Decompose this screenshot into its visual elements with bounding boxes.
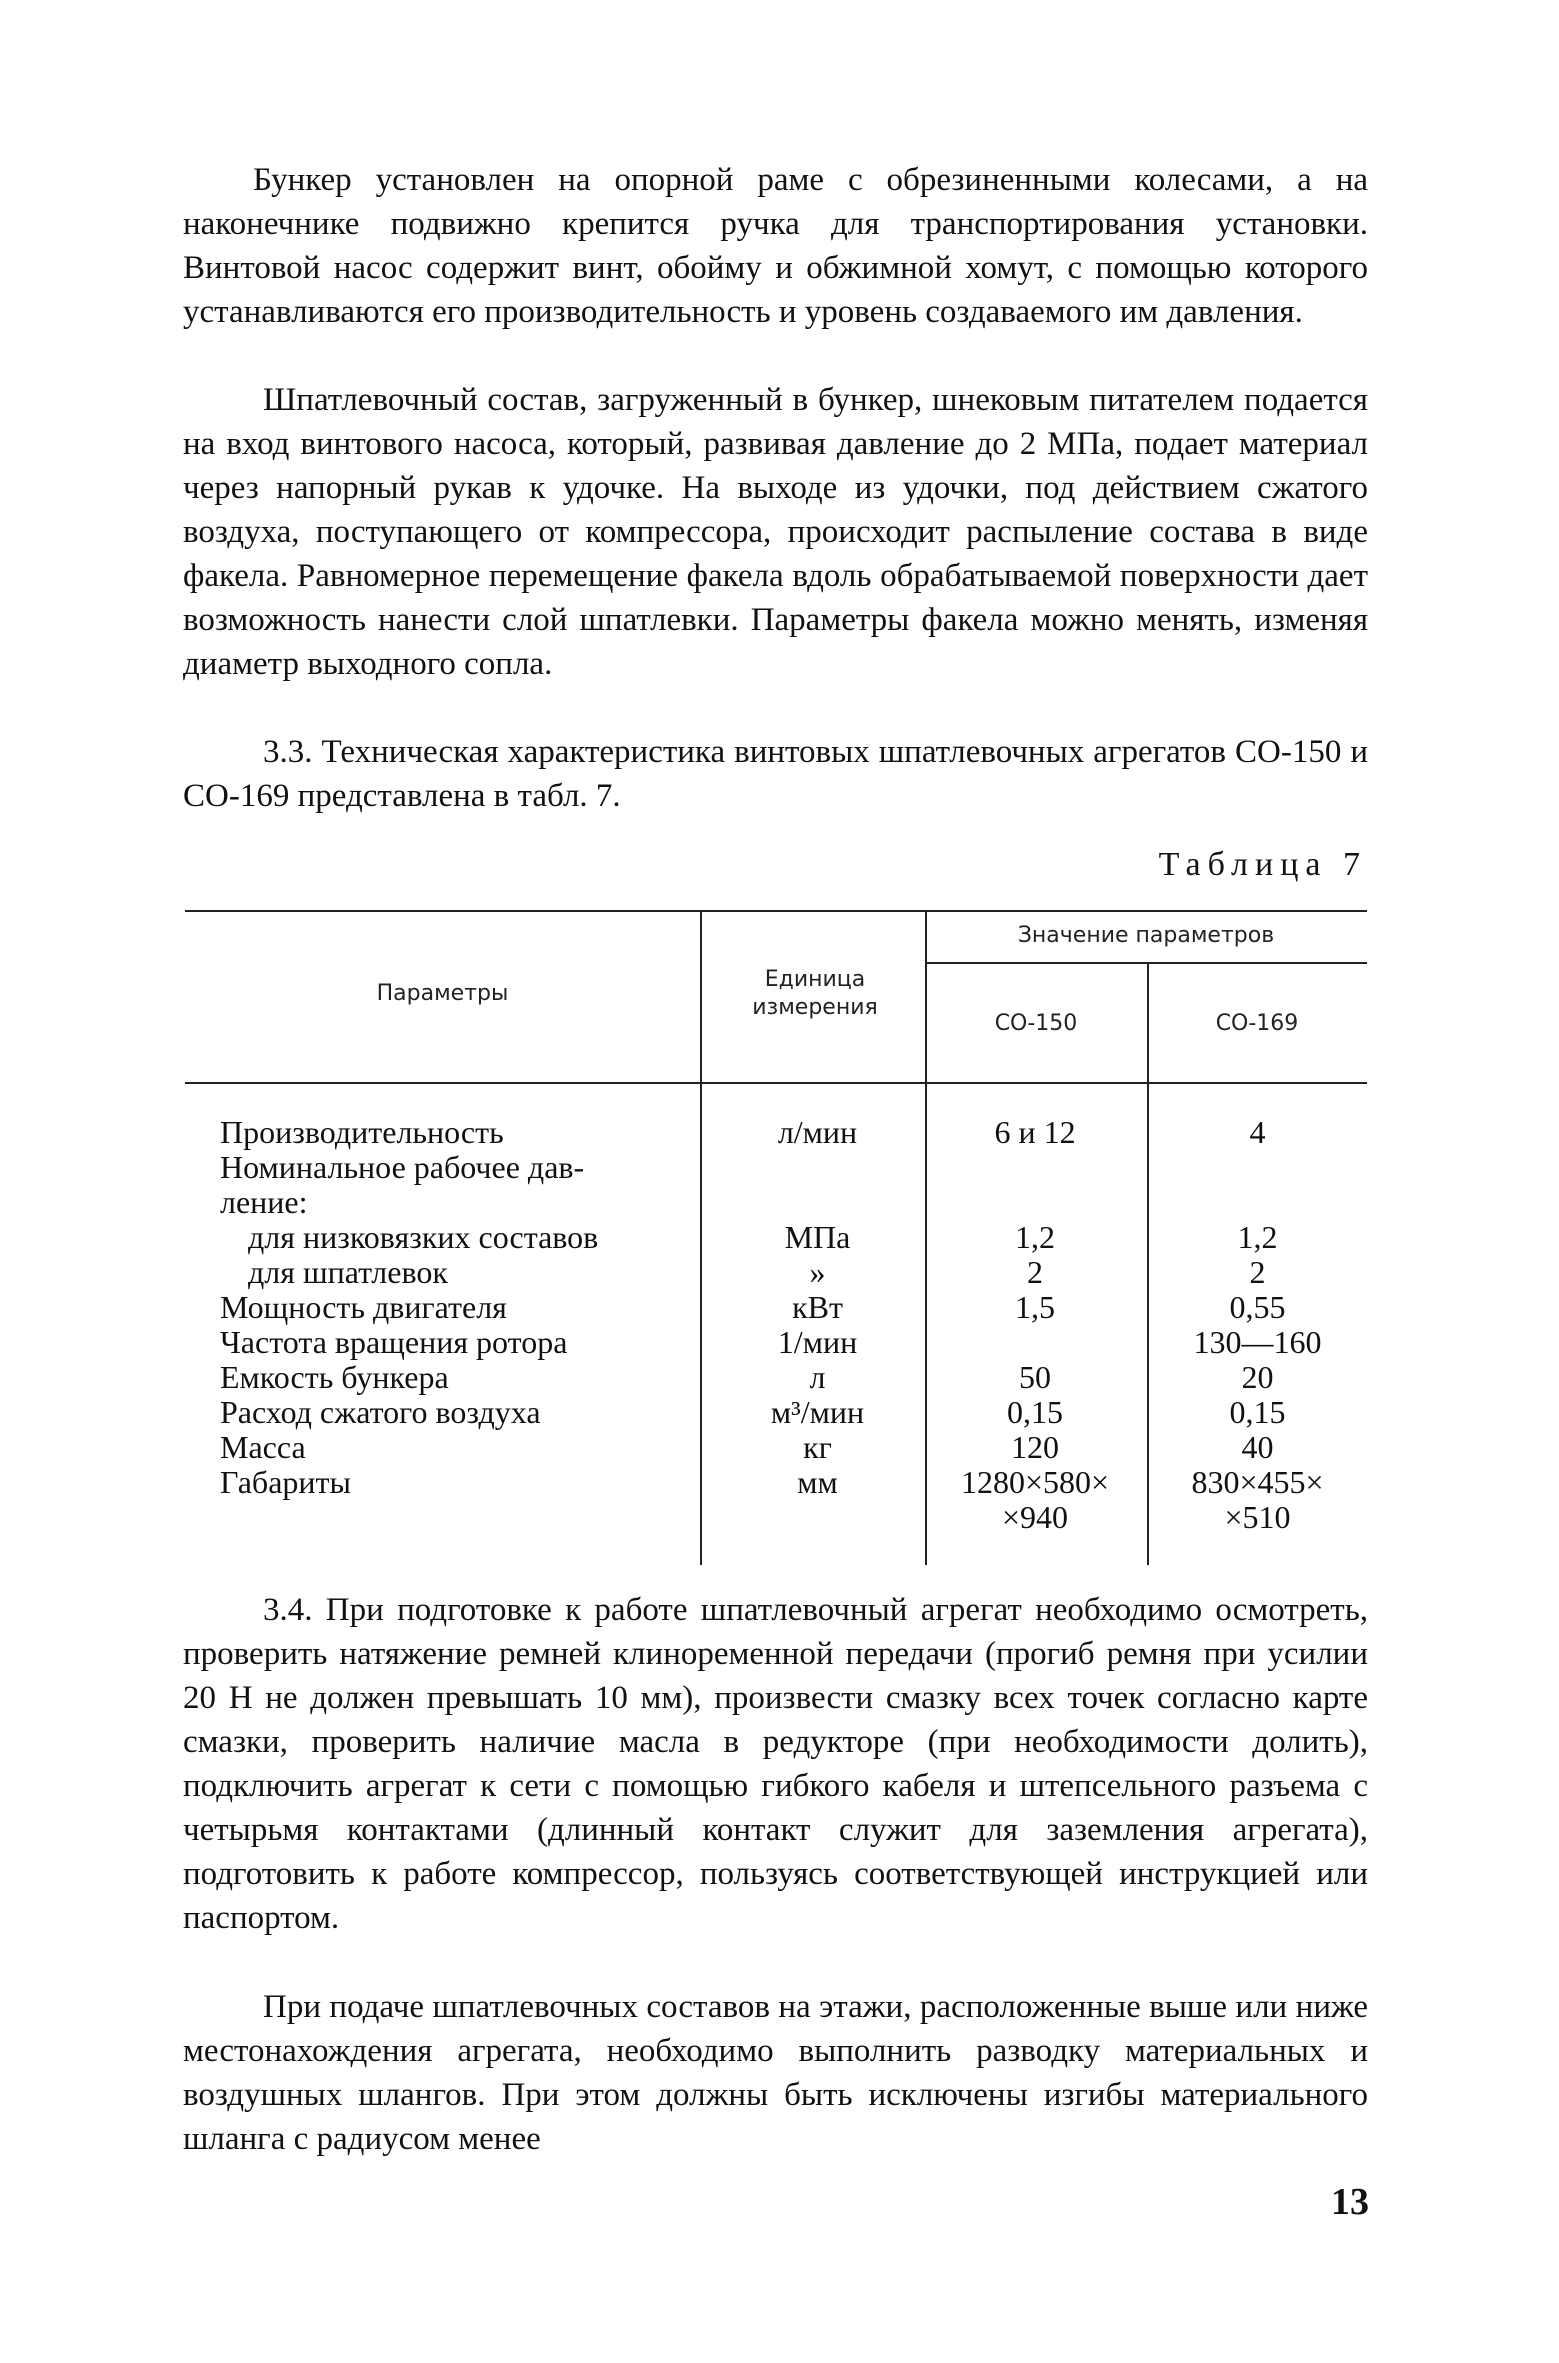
column-co-169 [1150, 1115, 1365, 1535]
table-cell-co-150 [925, 1325, 1145, 1360]
table-cell-co-169: 4 [1249, 1114, 1266, 1150]
table-cell-co-169 [1150, 1185, 1365, 1220]
table-cell-unit: 1/мин [777, 1324, 858, 1360]
table-row-param: Расход сжатого воздуха [220, 1394, 541, 1430]
table-cell-unit: кВт [792, 1289, 843, 1325]
column-units [705, 1115, 930, 1500]
table-cell-co-169 [1150, 1150, 1365, 1185]
table-cell-co-150 [925, 1185, 1145, 1220]
table-values-rule [925, 962, 1367, 964]
table-cell-co-169: 20 [1241, 1359, 1274, 1395]
table-row-param: для шпатлевок [248, 1254, 448, 1290]
spec-table [185, 910, 1367, 1570]
table-cell-co-150: 1,2 [1015, 1219, 1055, 1255]
table-cell-unit: л/мин [777, 1114, 858, 1150]
header-unit: Единица измерения [752, 967, 878, 1020]
paragraph-section-3-4: 3.4. При подготовке к работе шпатлевочный агрегат необходимо осмотреть, проверить натяжение ремней клиноременной передачи (прогиб ремня при усилии 20 Н не должен превышать 10 мм), произвести смазку всех точек согласно карте смазки, проверить наличие масла в редукторе (при необходимости долить), подключить агрегат к сети с помощью гибкого кабеля и штепсельного разъема с четырьмя контактами (длинный контакт служит для заземления агрегата), подготовить к работе компрессор, пользуясь соответствующей инструкцией или паспортом. [183, 1592, 1368, 1936]
table-cell-co-150: 120 [1011, 1429, 1059, 1465]
header-co-169: СО-169 [1215, 1011, 1299, 1036]
table-cell-co-150: 0,15 [1007, 1394, 1063, 1430]
table-cell-co-169: 0,15 [1229, 1394, 1286, 1430]
table-row-param: Габариты [220, 1464, 351, 1500]
table-cell-co-169: 830×455× [1191, 1464, 1324, 1500]
table-cell-co-150: 1280×580× [960, 1464, 1110, 1500]
table-cell-co-169: 130—160 [1193, 1324, 1322, 1360]
table-cell-unit: л [809, 1359, 826, 1395]
table-cell-co-150: 2 [1027, 1254, 1043, 1290]
table-row-param: ление: [220, 1184, 308, 1220]
table-header-rule [185, 1082, 1367, 1084]
table-row-param: Номинальное рабочее дав- [220, 1149, 585, 1185]
table-row-param: Частота вращения ротора [220, 1324, 568, 1360]
header-co-150: СО-150 [994, 1011, 1078, 1036]
header-param: Параметры [376, 981, 509, 1006]
paragraph-bunker: Бункер установлен на опорной раме с обрезиненными колесами, а на наконечнике подвижно крепится ручка для транспортирования установки. Винтовой насос содержит винт, обойму и обжимной хомут, с помощью которого устанавливаются его производительность и уровень создаваемого им давления. [183, 162, 1368, 330]
table-cell-co-150: 50 [1019, 1359, 1051, 1395]
column-params [220, 1115, 740, 1500]
paragraph-hoses: При подаче шпатлевочных составов на этажи, расположенные выше или ниже местонахождения агрегата, необходимо выполнить разводку материальных и воздушных шлангов. При этом должны быть исключены изгибы материального шланга с радиусом менее [183, 1989, 1368, 2157]
table-cell-co-169: 2 [1249, 1254, 1266, 1290]
table-row-param: Емкость бункера [220, 1359, 449, 1395]
paragraph-section-3-3: 3.3. Техническая характеристика винтовых шпатлевочных агрегатов СО-150 и СО-169 представлена в табл. 7. [183, 734, 1368, 814]
table-row-param: Мощность двигателя [220, 1289, 507, 1325]
header-values: Значение параметров [1017, 923, 1275, 948]
table-cell-co-169: 0,55 [1229, 1289, 1286, 1325]
table-cell-unit [705, 1150, 930, 1185]
table-cell-co-150: 6 и 12 [994, 1114, 1076, 1150]
table-cell-co-169: 40 [1241, 1429, 1274, 1465]
table-caption: Таблица 7 [1158, 846, 1367, 883]
table-cell-co-150: 1,5 [1015, 1289, 1055, 1325]
page-number: 13 [1331, 2181, 1369, 2223]
table-cell-unit: кг [803, 1429, 832, 1465]
table-cell-co-169: 1,2 [1237, 1219, 1278, 1255]
table-top-rule [185, 910, 1367, 912]
table-cell-unit: мм [797, 1464, 838, 1500]
paragraph-putty-composition: Шпатлевочный состав, загруженный в бункер, шнековым питателем подается на вход винтового насоса, который, развивая давление до 2 МПа, подает материал через напорный рукав к удочке. На выходе из удочки, под действием сжатого воздуха, поступающего от компрессора, происходит распыление состава в виде факела. Равномерное перемещение факела вдоль обрабатываемой поверхности дает возможность нанести слой шпатлевки. Параметры факела можно менять, изменяя диаметр выходного сопла. [183, 382, 1368, 682]
table-cell-co-150 [925, 1150, 1145, 1185]
table-row-param: Производительность [220, 1114, 504, 1150]
table-cell-co-169: ×510 [1224, 1499, 1291, 1535]
table-row-param: Масса [220, 1429, 306, 1465]
table-cell-unit: » [809, 1254, 826, 1290]
column-co-150 [925, 1115, 1145, 1535]
table-cell-unit [705, 1185, 930, 1220]
table-cell-unit: м³/мин [770, 1394, 865, 1430]
table-cell-co-150: ×940 [1001, 1499, 1069, 1535]
table-divider-3 [1147, 964, 1149, 1565]
table-cell-unit: МПа [784, 1219, 851, 1255]
table-row-param: для низковязких составов [248, 1219, 599, 1255]
